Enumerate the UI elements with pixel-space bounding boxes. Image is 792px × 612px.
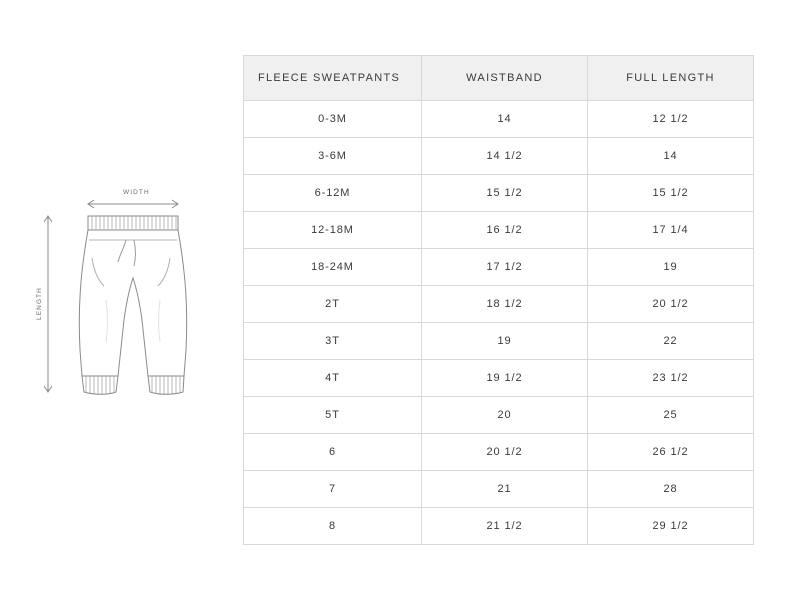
cell-waistband: 19 1/2 — [422, 360, 588, 397]
cell-waistband: 14 — [422, 101, 588, 138]
cell-waistband: 18 1/2 — [422, 286, 588, 323]
table-row — [244, 434, 754, 471]
cell-size: 6-12M — [244, 175, 422, 212]
table-row — [244, 101, 754, 138]
cell-full-length: 17 1/4 — [588, 212, 754, 249]
cell-waistband: 15 1/2 — [422, 175, 588, 212]
cell-size: 7 — [244, 471, 422, 508]
cell-waistband: 20 1/2 — [422, 434, 588, 471]
cuff-right — [148, 376, 184, 394]
sweatpants-illustration — [36, 180, 216, 420]
cell-waistband: 16 1/2 — [422, 212, 588, 249]
cell-full-length: 26 1/2 — [588, 434, 754, 471]
cell-full-length: 23 1/2 — [588, 360, 754, 397]
column-header-waistband: WAISTBAND — [422, 56, 588, 101]
table-row — [244, 508, 754, 545]
column-header-full-length: FULL LENGTH — [588, 56, 754, 101]
table-row — [244, 471, 754, 508]
table-header — [244, 56, 754, 101]
cuff-left — [82, 376, 118, 394]
cell-size: 18-24M — [244, 249, 422, 286]
cell-waistband: 21 — [422, 471, 588, 508]
sweatpants-diagram — [36, 180, 216, 420]
cell-full-length: 22 — [588, 323, 754, 360]
table-row — [244, 249, 754, 286]
cell-full-length: 15 1/2 — [588, 175, 754, 212]
cell-size: 2T — [244, 286, 422, 323]
cell-size: 3-6M — [244, 138, 422, 175]
column-header-garment: FLEECE SWEATPANTS — [244, 56, 422, 101]
cell-size: 12-18M — [244, 212, 422, 249]
width-dimension-label: WIDTH — [123, 189, 150, 196]
cell-waistband: 17 1/2 — [422, 249, 588, 286]
cell-full-length: 28 — [588, 471, 754, 508]
size-chart-table — [243, 55, 754, 545]
table-row — [244, 212, 754, 249]
cell-full-length: 12 1/2 — [588, 101, 754, 138]
cell-full-length: 19 — [588, 249, 754, 286]
table-row — [244, 175, 754, 212]
cell-full-length: 20 1/2 — [588, 286, 754, 323]
table-row — [244, 138, 754, 175]
cell-full-length: 25 — [588, 397, 754, 434]
table-header-row — [244, 56, 754, 101]
cell-size: 6 — [244, 434, 422, 471]
waistband-band — [88, 216, 178, 230]
cell-size: 3T — [244, 323, 422, 360]
table-row — [244, 397, 754, 434]
table-row — [244, 323, 754, 360]
cell-size: 0-3M — [244, 101, 422, 138]
cell-size: 8 — [244, 508, 422, 545]
table-body — [244, 101, 754, 545]
cell-waistband: 21 1/2 — [422, 508, 588, 545]
cell-size: 5T — [244, 397, 422, 434]
cell-waistband: 19 — [422, 323, 588, 360]
table-row — [244, 360, 754, 397]
cell-full-length: 14 — [588, 138, 754, 175]
length-dimension-label: LENGTH — [35, 287, 43, 320]
cell-full-length: 29 1/2 — [588, 508, 754, 545]
cell-waistband: 20 — [422, 397, 588, 434]
cell-size: 4T — [244, 360, 422, 397]
table-row — [244, 286, 754, 323]
cell-waistband: 14 1/2 — [422, 138, 588, 175]
